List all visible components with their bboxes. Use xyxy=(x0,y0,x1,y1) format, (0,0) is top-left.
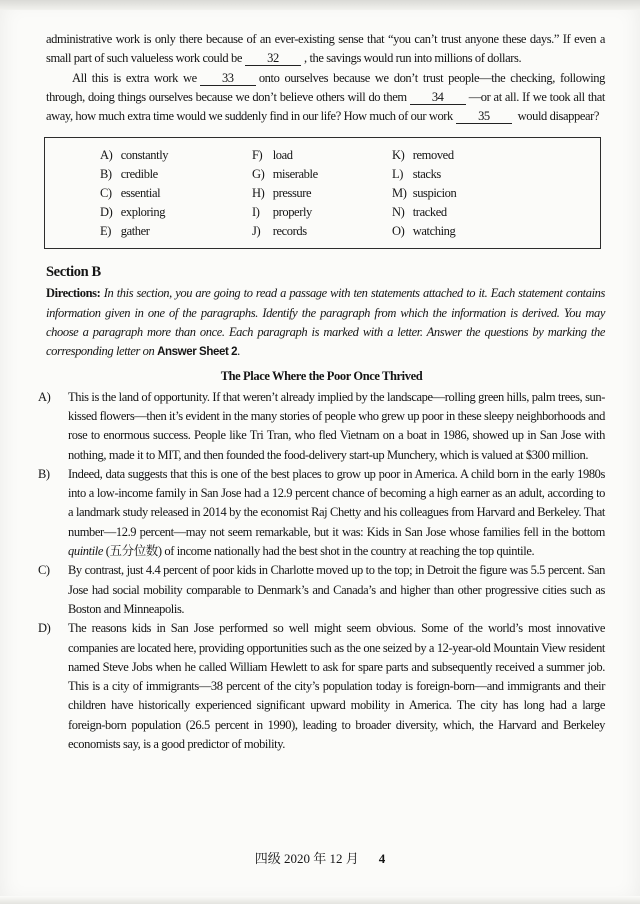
section-b-directions xyxy=(46,284,605,362)
cloze-p2-run-1: All this is extra work we xyxy=(72,70,197,85)
paragraph-c-label: C) xyxy=(38,563,50,578)
word-bank-option-F xyxy=(252,146,392,165)
passage-title: The Place Where the Poor Once Thrived xyxy=(220,368,423,383)
paragraph-b-text-1: Indeed, data suggests that this is one of the best places to grow up poor in America. A child born in the early 1980s into a low-income family in San Jose had a 12.9 percent chance of becoming a high earner as an adult, according to a landmark study released in 2014 by the economist Raj Chetty and his colleagues from Harvard and Berkeley. That number—12.9 percent—may not seem remarkable, but it was: Kids in San Jose whose families fell in the bottom xyxy=(68,466,605,539)
word-bank-column-3 xyxy=(392,146,600,241)
paragraph-d-label: D) xyxy=(38,621,51,636)
cloze-p1-text-after: , the savings would run into millions of dollars. xyxy=(304,51,522,66)
option-letter: E) xyxy=(100,224,111,239)
blank-35: 35 xyxy=(456,110,512,124)
option-word: tracked xyxy=(412,205,447,220)
option-letter: O) xyxy=(392,224,405,239)
paragraph-b xyxy=(38,465,605,561)
option-word: properly xyxy=(272,205,312,220)
directions-body: In this section, you are going to read a passage with ten statements attached to it. Each statement contains information given in one of the paragraphs. Identify the paragraph from which the information is derived. You may choose a paragraph more than once. Each paragraph is marked with a letter. Answer the questions by marking the corresponding letter on xyxy=(46,286,605,359)
option-word: stacks xyxy=(412,167,441,182)
paragraph-c-text: By contrast, just 4.4 percent of poor kids in Charlotte moved up to the top; in Detroit the figure was 5.5 percent. San Jose had social mobility comparable to Denmark’s and Canada’s and higher than other progressive cities such as Boston and Minneapolis. xyxy=(68,563,605,616)
option-word: essential xyxy=(120,186,161,201)
option-letter: H) xyxy=(252,186,265,201)
option-word: credible xyxy=(120,167,158,182)
word-bank-option-M xyxy=(392,184,600,203)
directions-label: Directions: xyxy=(46,286,101,301)
word-bank-option-I xyxy=(252,203,392,222)
blank-34: 34 xyxy=(410,91,466,105)
option-letter: M) xyxy=(392,186,407,201)
word-bank-option-G xyxy=(252,165,392,184)
option-letter: A) xyxy=(100,148,113,163)
word-bank-box xyxy=(44,137,601,249)
option-letter: N) xyxy=(392,205,405,220)
word-bank-option-C xyxy=(100,184,252,203)
option-letter: C) xyxy=(100,186,112,201)
scan-edge-bottom xyxy=(0,896,640,904)
option-letter: K) xyxy=(392,148,405,163)
paragraph-c xyxy=(38,561,605,619)
word-bank-option-H xyxy=(252,184,392,203)
page-number: 4 xyxy=(378,851,386,866)
word-bank-option-O xyxy=(392,222,600,241)
option-word: miserable xyxy=(272,167,318,182)
cloze-paragraph-1 xyxy=(46,30,605,69)
option-letter: J) xyxy=(252,224,261,239)
cloze-paragraph-2 xyxy=(46,69,605,127)
exam-label: 四级 2020 年 12 月 xyxy=(254,851,359,866)
option-word: constantly xyxy=(120,148,169,163)
option-word: gather xyxy=(120,224,150,239)
option-word: records xyxy=(272,224,307,239)
option-letter: F) xyxy=(252,148,263,163)
paragraph-b-text-2: (五分位数) of income nationally had the best shot in the country at reaching the top quintile. xyxy=(103,544,535,559)
word-bank-option-A xyxy=(100,146,252,165)
cloze-passage xyxy=(38,30,605,126)
option-letter: B) xyxy=(100,167,112,182)
option-letter: D) xyxy=(100,205,113,220)
word-bank-option-B xyxy=(100,165,252,184)
option-word: load xyxy=(272,148,293,163)
option-letter: L) xyxy=(392,167,403,182)
directions-suffix: . xyxy=(237,344,240,359)
paragraph-a-label: A) xyxy=(38,389,51,404)
word-bank-column-2 xyxy=(252,146,392,241)
word-bank-option-N xyxy=(392,203,600,222)
option-word: watching xyxy=(412,224,456,239)
page-footer xyxy=(0,849,640,868)
word-bank-option-E xyxy=(100,222,252,241)
word-bank-option-J xyxy=(252,222,392,241)
word-bank-column-1 xyxy=(100,146,252,241)
paragraph-b-italic-term: quintile xyxy=(68,544,103,559)
cloze-p2-run-3: —or at all. If we took all that away, how much extra time would we suddenly find in our life? How much of our work xyxy=(46,89,605,124)
word-bank-option-K xyxy=(392,146,600,165)
blank-32: 32 xyxy=(245,52,301,66)
paragraph-a-text: This is the land of opportunity. If that weren’t already implied by the landscape—rolling green hills, palm trees, sun-kissed flowers—then it’s evident in the many stories of people who grew up poor in these sleepy neighborhoods and rose to enormous success. People like Tri Tran, who fled Vietnam on a boat in 1986, showed up in San Jose with nothing, made it to MIT, and then founded the food-delivery start-up Munchery, which is valued at $300 million. xyxy=(68,389,605,462)
word-bank-option-D xyxy=(100,203,252,222)
word-bank-option-L xyxy=(392,165,600,184)
option-word: suspicion xyxy=(412,186,457,201)
section-b-heading: Section B xyxy=(46,264,101,281)
cloze-p1-text-before: administrative work is only there because of an ever-existing sense that “you can’t trust anyone these days.” If even a small part of such valueless work could be xyxy=(46,32,605,66)
option-letter: I) xyxy=(252,205,260,220)
paragraph-d-text: The reasons kids in San Jose performed so well might seem obvious. Some of the world’s most innovative companies are located here, providing opportunities such as the one seized by a 12-year-old Mountain View resident named Steve Jobs when he called William Hewlett to ask for spare parts and subsequently received a summer job. This is a city of immigrants—38 percent of the city’s population today is foreign-born—and immigrants and their children have historically experienced significant upward mobility in America. The city has long had a large foreign-born population (26.5 percent in 1990), leading to broader diversity, which, the Harvard and Berkeley economists say, is a good predictor of mobility. xyxy=(68,621,605,752)
option-letter: G) xyxy=(252,167,265,182)
paragraph-d xyxy=(38,619,605,754)
blank-33: 33 xyxy=(200,72,256,86)
cloze-p2-run-4: would disappear? xyxy=(517,109,600,124)
paragraph-a xyxy=(38,388,605,465)
scan-edge-top xyxy=(0,0,640,10)
cloze-p2-run-2: onto ourselves because we don’t trust people—the checking, following through, doing things ourselves because we don’t believe others will do them xyxy=(46,70,605,104)
answer-sheet-ref: Answer Sheet 2 xyxy=(157,346,238,359)
option-word: removed xyxy=(412,148,454,163)
option-word: exploring xyxy=(120,205,166,220)
page-content xyxy=(38,30,605,754)
option-word: pressure xyxy=(272,186,312,201)
paragraph-b-label: B) xyxy=(38,466,50,481)
